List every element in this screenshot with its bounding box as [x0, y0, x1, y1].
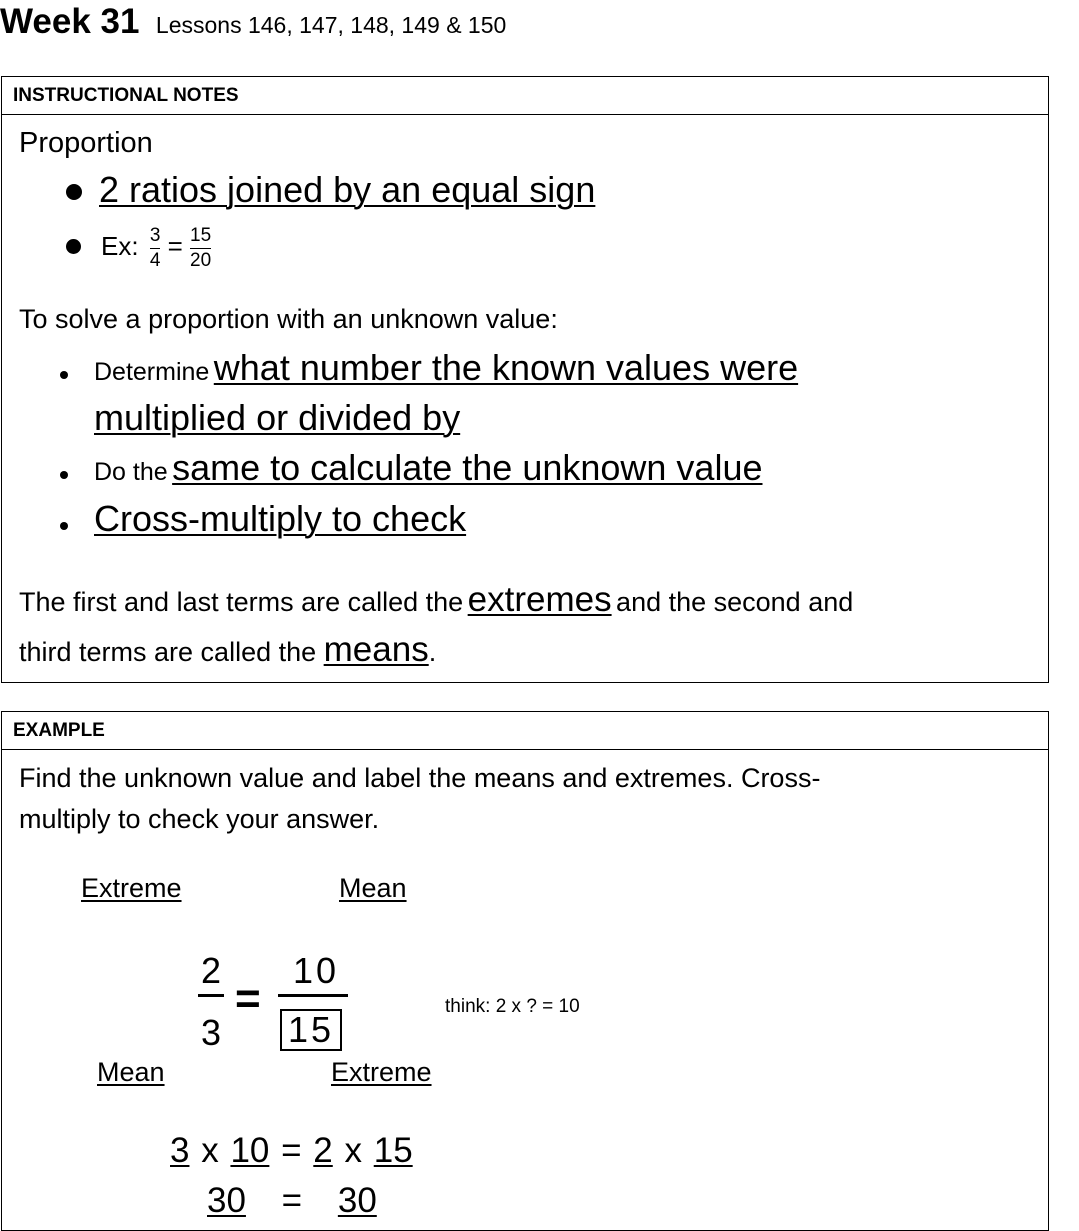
- example-instructions-line2: multiply to check your answer.: [19, 804, 380, 834]
- unknown-answer-box: 15: [280, 1009, 342, 1051]
- example-fraction-right: $\frac{15}{20}$: [190, 224, 212, 271]
- fraction1-numerator: 2: [200, 950, 222, 991]
- label-mean-top: Mean: [339, 873, 407, 903]
- bullet-icon: [60, 471, 68, 479]
- example-fraction-left: $\frac{3}{4}$: [149, 224, 161, 271]
- means-term: means: [323, 630, 429, 669]
- step-determine-cont: multiplied or divided by: [94, 397, 461, 438]
- fraction2-bar: [278, 994, 348, 997]
- example-heading: EXAMPLE: [2, 712, 1048, 750]
- step-determine: Determine what number the known values were: [94, 347, 799, 388]
- instructional-notes-heading: INSTRUCTIONAL NOTES: [2, 77, 1048, 115]
- solve-intro: To solve a proportion with an unknown value:: [19, 304, 558, 334]
- step-same: Do the same to calculate the unknown value: [94, 447, 763, 488]
- step-cross-multiply: Cross-multiply to check: [94, 498, 467, 539]
- definition-bullet: 2 ratios joined by an equal sign: [99, 169, 596, 210]
- instructional-notes-box: [1, 76, 1049, 683]
- means-sentence: third terms are called the means.: [19, 630, 437, 669]
- think-hint: think: 2 x ? = 10: [445, 996, 580, 1017]
- week-title: Week 31: [0, 2, 140, 41]
- label-extreme-top: Extreme: [81, 873, 182, 903]
- bullet-icon: [66, 239, 81, 254]
- page-header: [0, 2, 506, 42]
- fraction2-numerator: 10: [292, 950, 340, 991]
- fraction1-bar: [198, 994, 224, 997]
- cross-multiply-check: 3 x 10 = 2 x 15: [170, 1131, 413, 1170]
- equals-sign: =: [235, 974, 261, 1023]
- example-proportion: Ex: $\frac{3}{4}$ = $\frac{15}{20}$: [101, 224, 212, 271]
- label-mean-bottom: Mean: [97, 1057, 165, 1087]
- example-label: Ex:: [101, 231, 139, 261]
- example-box: [1, 711, 1049, 1231]
- proportion-title: Proportion: [19, 127, 153, 159]
- fraction1-denominator: 3: [200, 1012, 222, 1053]
- label-extreme-bottom: Extreme: [331, 1057, 432, 1087]
- bullet-icon: [60, 371, 68, 379]
- lessons-subtitle: Lessons 146, 147, 148, 149 & 150: [155, 12, 507, 38]
- bullet-icon: [60, 522, 68, 530]
- example-instructions-line1: Find the unknown value and label the means and extremes. Cross-: [19, 763, 821, 793]
- extremes-sentence: The first and last terms are called the extremes and the second and: [19, 580, 854, 619]
- extremes-term: extremes: [467, 580, 612, 619]
- bullet-icon: [66, 184, 82, 200]
- cross-multiply-result: 30 = 30: [207, 1181, 377, 1220]
